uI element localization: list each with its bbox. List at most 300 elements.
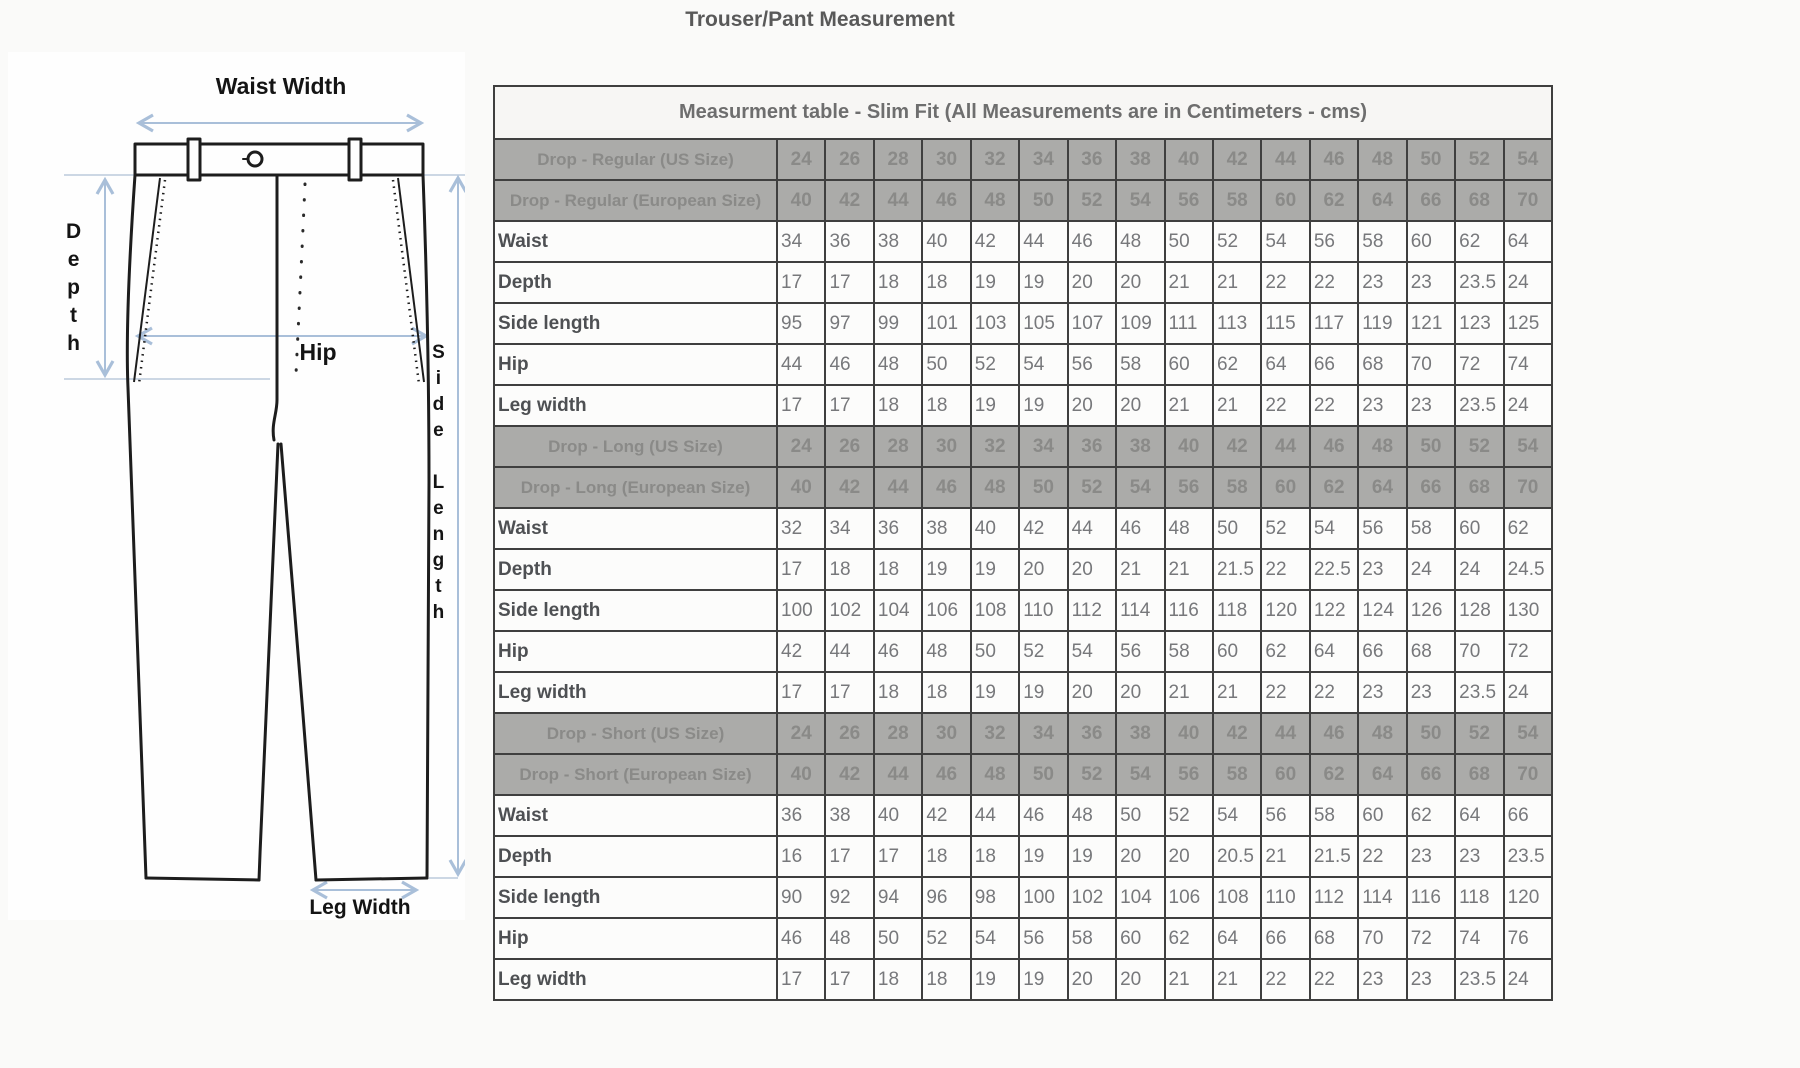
size-cell: 26 <box>825 426 873 467</box>
value-cell: 50 <box>1213 508 1261 549</box>
value-cell: 23 <box>1407 385 1455 426</box>
value-cell: 23.5 <box>1504 836 1552 877</box>
size-cell: 46 <box>922 754 970 795</box>
measure-row <box>494 303 1552 344</box>
size-cell: 70 <box>1504 180 1552 221</box>
size-cell: 48 <box>1358 713 1406 754</box>
value-cell: 99 <box>874 303 922 344</box>
value-cell: 98 <box>971 877 1019 918</box>
value-cell: 18 <box>874 672 922 713</box>
value-cell: 23 <box>1358 262 1406 303</box>
value-cell: 95 <box>777 303 825 344</box>
depth-label: Depth <box>62 220 86 360</box>
value-cell: 62 <box>1261 631 1309 672</box>
size-cell: 48 <box>1358 426 1406 467</box>
size-cell: 68 <box>1455 180 1503 221</box>
value-cell: 42 <box>971 221 1019 262</box>
table-title-row <box>494 86 1552 139</box>
size-cell: 42 <box>1213 713 1261 754</box>
size-cell: 56 <box>1165 754 1213 795</box>
size-cell: 24 <box>777 426 825 467</box>
size-cell: 44 <box>1261 713 1309 754</box>
measure-row <box>494 959 1552 1000</box>
value-cell: 102 <box>1068 877 1116 918</box>
size-header-label: Drop - Regular (US Size) <box>494 139 777 180</box>
value-cell: 18 <box>874 959 922 1000</box>
value-cell: 24 <box>1504 959 1552 1000</box>
size-header-row-eu <box>494 467 1552 508</box>
value-cell: 54 <box>1068 631 1116 672</box>
value-cell: 23 <box>1358 959 1406 1000</box>
value-cell: 17 <box>825 262 873 303</box>
belt-loop <box>349 139 361 180</box>
size-cell: 44 <box>1261 426 1309 467</box>
value-cell: 103 <box>971 303 1019 344</box>
trouser-drawing <box>8 52 465 920</box>
value-cell: 68 <box>1310 918 1358 959</box>
size-cell: 60 <box>1261 180 1309 221</box>
measure-row <box>494 508 1552 549</box>
value-cell: 48 <box>874 344 922 385</box>
value-cell: 60 <box>1407 221 1455 262</box>
value-cell: 21.5 <box>1213 549 1261 590</box>
value-cell: 21 <box>1213 959 1261 1000</box>
value-cell: 64 <box>1455 795 1503 836</box>
value-cell: 22 <box>1310 262 1358 303</box>
value-cell: 104 <box>874 590 922 631</box>
value-cell: 44 <box>777 344 825 385</box>
size-cell: 50 <box>1407 713 1455 754</box>
value-cell: 21 <box>1116 549 1164 590</box>
value-cell: 22 <box>1310 672 1358 713</box>
value-cell: 112 <box>1310 877 1358 918</box>
size-cell: 44 <box>1261 139 1309 180</box>
value-cell: 23.5 <box>1455 959 1503 1000</box>
value-cell: 58 <box>1116 344 1164 385</box>
value-cell: 18 <box>874 385 922 426</box>
value-cell: 20 <box>1116 836 1164 877</box>
value-cell: 20 <box>1116 262 1164 303</box>
measure-label: Waist <box>494 221 777 262</box>
value-cell: 68 <box>1358 344 1406 385</box>
value-cell: 19 <box>1019 959 1067 1000</box>
value-cell: 19 <box>1019 672 1067 713</box>
value-cell: 130 <box>1504 590 1552 631</box>
value-cell: 21 <box>1261 836 1309 877</box>
size-cell: 26 <box>825 713 873 754</box>
measure-label: Waist <box>494 795 777 836</box>
value-cell: 20 <box>1165 836 1213 877</box>
value-cell: 48 <box>1165 508 1213 549</box>
value-cell: 18 <box>971 836 1019 877</box>
value-cell: 50 <box>971 631 1019 672</box>
size-cell: 50 <box>1019 180 1067 221</box>
size-header-label: Drop - Long (European Size) <box>494 467 777 508</box>
value-cell: 20 <box>1116 672 1164 713</box>
value-cell: 66 <box>1261 918 1309 959</box>
size-cell: 36 <box>1068 713 1116 754</box>
value-cell: 19 <box>971 385 1019 426</box>
value-cell: 19 <box>1019 836 1067 877</box>
value-cell: 17 <box>777 262 825 303</box>
value-cell: 21 <box>1213 262 1261 303</box>
value-cell: 72 <box>1455 344 1503 385</box>
value-cell: 46 <box>825 344 873 385</box>
size-cell: 46 <box>1310 139 1358 180</box>
value-cell: 17 <box>825 959 873 1000</box>
size-cell: 70 <box>1504 467 1552 508</box>
measure-label: Leg width <box>494 959 777 1000</box>
belt-loop <box>188 139 200 180</box>
value-cell: 72 <box>1504 631 1552 672</box>
size-cell: 50 <box>1407 139 1455 180</box>
value-cell: 100 <box>777 590 825 631</box>
value-cell: 23 <box>1407 836 1455 877</box>
value-cell: 46 <box>1019 795 1067 836</box>
value-cell: 115 <box>1261 303 1309 344</box>
value-cell: 66 <box>1358 631 1406 672</box>
size-cell: 58 <box>1213 467 1261 508</box>
value-cell: 17 <box>777 959 825 1000</box>
size-cell: 54 <box>1116 754 1164 795</box>
value-cell: 105 <box>1019 303 1067 344</box>
value-cell: 48 <box>1116 221 1164 262</box>
value-cell: 54 <box>1261 221 1309 262</box>
size-cell: 32 <box>971 713 1019 754</box>
value-cell: 36 <box>874 508 922 549</box>
value-cell: 20 <box>1068 385 1116 426</box>
size-cell: 44 <box>874 180 922 221</box>
value-cell: 19 <box>971 959 1019 1000</box>
value-cell: 19 <box>922 549 970 590</box>
value-cell: 23 <box>1407 672 1455 713</box>
table-title: Measurment table - Slim Fit (All Measurements are in Centimeters - cms) <box>494 86 1552 139</box>
size-cell: 66 <box>1407 467 1455 508</box>
value-cell: 66 <box>1310 344 1358 385</box>
trouser-diagram <box>8 52 465 920</box>
measure-row <box>494 672 1552 713</box>
waistband <box>135 144 423 175</box>
value-cell: 58 <box>1068 918 1116 959</box>
value-cell: 17 <box>825 836 873 877</box>
value-cell: 18 <box>874 549 922 590</box>
value-cell: 74 <box>1504 344 1552 385</box>
measure-row <box>494 877 1552 918</box>
trouser-outline <box>127 139 429 880</box>
measure-row <box>494 590 1552 631</box>
value-cell: 46 <box>1116 508 1164 549</box>
value-cell: 120 <box>1261 590 1309 631</box>
value-cell: 94 <box>874 877 922 918</box>
size-cell: 30 <box>922 426 970 467</box>
size-cell: 38 <box>1116 713 1164 754</box>
value-cell: 22 <box>1310 385 1358 426</box>
value-cell: 18 <box>922 385 970 426</box>
size-cell: 54 <box>1504 713 1552 754</box>
size-header-row-us <box>494 426 1552 467</box>
side-length-label: Side Length <box>427 342 449 628</box>
page-title: Trouser/Pant Measurement <box>685 8 955 31</box>
value-cell: 42 <box>777 631 825 672</box>
value-cell: 56 <box>1019 918 1067 959</box>
size-cell: 42 <box>825 180 873 221</box>
size-cell: 64 <box>1358 467 1406 508</box>
measure-label: Hip <box>494 631 777 672</box>
value-cell: 18 <box>922 959 970 1000</box>
size-cell: 44 <box>874 754 922 795</box>
size-cell: 50 <box>1019 467 1067 508</box>
value-cell: 46 <box>1068 221 1116 262</box>
size-cell: 52 <box>1455 713 1503 754</box>
value-cell: 90 <box>777 877 825 918</box>
size-cell: 38 <box>1116 139 1164 180</box>
value-cell: 44 <box>825 631 873 672</box>
size-cell: 66 <box>1407 180 1455 221</box>
measure-row <box>494 549 1552 590</box>
size-cell: 28 <box>874 426 922 467</box>
value-cell: 50 <box>922 344 970 385</box>
value-cell: 56 <box>1358 508 1406 549</box>
size-cell: 62 <box>1310 467 1358 508</box>
value-cell: 17 <box>777 672 825 713</box>
value-cell: 104 <box>1116 877 1164 918</box>
value-cell: 70 <box>1455 631 1503 672</box>
value-cell: 36 <box>825 221 873 262</box>
size-cell: 56 <box>1165 180 1213 221</box>
size-cell: 52 <box>1068 754 1116 795</box>
value-cell: 97 <box>825 303 873 344</box>
value-cell: 19 <box>1019 262 1067 303</box>
size-cell: 48 <box>971 467 1019 508</box>
value-cell: 18 <box>922 672 970 713</box>
size-cell: 64 <box>1358 180 1406 221</box>
measure-row <box>494 262 1552 303</box>
value-cell: 114 <box>1116 590 1164 631</box>
value-cell: 42 <box>1019 508 1067 549</box>
value-cell: 40 <box>922 221 970 262</box>
value-cell: 124 <box>1358 590 1406 631</box>
value-cell: 20.5 <box>1213 836 1261 877</box>
value-cell: 54 <box>1310 508 1358 549</box>
value-cell: 16 <box>777 836 825 877</box>
size-cell: 36 <box>1068 139 1116 180</box>
measure-label: Depth <box>494 549 777 590</box>
value-cell: 23 <box>1358 385 1406 426</box>
measure-label: Hip <box>494 918 777 959</box>
value-cell: 21.5 <box>1310 836 1358 877</box>
value-cell: 106 <box>922 590 970 631</box>
value-cell: 58 <box>1407 508 1455 549</box>
size-header-label: Drop - Short (European Size) <box>494 754 777 795</box>
value-cell: 70 <box>1358 918 1406 959</box>
value-cell: 64 <box>1261 344 1309 385</box>
size-cell: 34 <box>1019 713 1067 754</box>
size-cell: 28 <box>874 139 922 180</box>
right-hem <box>316 878 427 880</box>
value-cell: 76 <box>1504 918 1552 959</box>
value-cell: 32 <box>777 508 825 549</box>
size-cell: 52 <box>1455 426 1503 467</box>
value-cell: 21 <box>1165 385 1213 426</box>
measure-row <box>494 918 1552 959</box>
size-cell: 26 <box>825 139 873 180</box>
size-cell: 66 <box>1407 754 1455 795</box>
measure-row <box>494 795 1552 836</box>
size-cell: 68 <box>1455 467 1503 508</box>
value-cell: 22.5 <box>1310 549 1358 590</box>
value-cell: 52 <box>1019 631 1067 672</box>
value-cell: 58 <box>1358 221 1406 262</box>
value-cell: 17 <box>874 836 922 877</box>
waist-width-label: Waist Width <box>215 73 347 99</box>
value-cell: 34 <box>777 221 825 262</box>
value-cell: 20 <box>1068 672 1116 713</box>
value-cell: 92 <box>825 877 873 918</box>
value-cell: 119 <box>1358 303 1406 344</box>
value-cell: 102 <box>825 590 873 631</box>
value-cell: 60 <box>1213 631 1261 672</box>
value-cell: 48 <box>825 918 873 959</box>
size-cell: 50 <box>1407 426 1455 467</box>
size-cell: 34 <box>1019 139 1067 180</box>
value-cell: 24 <box>1504 672 1552 713</box>
size-cell: 52 <box>1455 139 1503 180</box>
size-cell: 48 <box>971 180 1019 221</box>
hip-label: Hip <box>299 339 337 365</box>
size-cell: 40 <box>777 754 825 795</box>
size-cell: 48 <box>1358 139 1406 180</box>
value-cell: 70 <box>1407 344 1455 385</box>
value-cell: 46 <box>777 918 825 959</box>
value-cell: 23.5 <box>1455 262 1503 303</box>
value-cell: 21 <box>1213 385 1261 426</box>
value-cell: 22 <box>1261 959 1309 1000</box>
value-cell: 19 <box>971 549 1019 590</box>
size-cell: 62 <box>1310 754 1358 795</box>
size-cell: 30 <box>922 713 970 754</box>
value-cell: 106 <box>1165 877 1213 918</box>
size-cell: 42 <box>1213 426 1261 467</box>
waist-button <box>248 152 262 166</box>
value-cell: 20 <box>1068 549 1116 590</box>
size-cell: 42 <box>825 467 873 508</box>
value-cell: 109 <box>1116 303 1164 344</box>
value-cell: 108 <box>971 590 1019 631</box>
size-cell: 64 <box>1358 754 1406 795</box>
left-hem <box>146 878 259 880</box>
value-cell: 54 <box>1019 344 1067 385</box>
value-cell: 23 <box>1358 549 1406 590</box>
measure-label: Side length <box>494 590 777 631</box>
value-cell: 18 <box>825 549 873 590</box>
left-outer-seam <box>127 175 146 878</box>
size-header-label: Drop - Regular (European Size) <box>494 180 777 221</box>
value-cell: 17 <box>825 672 873 713</box>
measure-row <box>494 385 1552 426</box>
value-cell: 126 <box>1407 590 1455 631</box>
measure-label: Waist <box>494 508 777 549</box>
value-cell: 22 <box>1261 385 1309 426</box>
size-cell: 42 <box>825 754 873 795</box>
value-cell: 40 <box>874 795 922 836</box>
value-cell: 118 <box>1213 590 1261 631</box>
value-cell: 24 <box>1504 262 1552 303</box>
size-cell: 42 <box>1213 139 1261 180</box>
value-cell: 56 <box>1261 795 1309 836</box>
value-cell: 40 <box>971 508 1019 549</box>
size-cell: 34 <box>1019 426 1067 467</box>
value-cell: 125 <box>1504 303 1552 344</box>
value-cell: 101 <box>922 303 970 344</box>
value-cell: 44 <box>971 795 1019 836</box>
size-cell: 38 <box>1116 426 1164 467</box>
measure-label: Leg width <box>494 385 777 426</box>
value-cell: 52 <box>922 918 970 959</box>
value-cell: 48 <box>1068 795 1116 836</box>
size-cell: 46 <box>1310 426 1358 467</box>
value-cell: 20 <box>1019 549 1067 590</box>
size-cell: 46 <box>922 467 970 508</box>
value-cell: 17 <box>777 549 825 590</box>
left-inner-seam <box>259 444 278 880</box>
size-cell: 48 <box>971 754 1019 795</box>
value-cell: 23 <box>1407 262 1455 303</box>
value-cell: 117 <box>1310 303 1358 344</box>
size-cell: 54 <box>1116 467 1164 508</box>
value-cell: 22 <box>1358 836 1406 877</box>
value-cell: 62 <box>1213 344 1261 385</box>
value-cell: 21 <box>1165 672 1213 713</box>
value-cell: 50 <box>1165 221 1213 262</box>
value-cell: 19 <box>1068 836 1116 877</box>
size-cell: 30 <box>922 139 970 180</box>
size-cell: 40 <box>777 180 825 221</box>
value-cell: 68 <box>1407 631 1455 672</box>
value-cell: 19 <box>1019 385 1067 426</box>
value-cell: 52 <box>971 344 1019 385</box>
measure-row <box>494 221 1552 262</box>
value-cell: 56 <box>1116 631 1164 672</box>
value-cell: 42 <box>922 795 970 836</box>
measurement-table <box>493 85 1553 1001</box>
value-cell: 22 <box>1261 262 1309 303</box>
value-cell: 52 <box>1261 508 1309 549</box>
value-cell: 18 <box>922 262 970 303</box>
value-cell: 116 <box>1407 877 1455 918</box>
measure-label: Side length <box>494 877 777 918</box>
value-cell: 122 <box>1310 590 1358 631</box>
size-header-label: Drop - Short (US Size) <box>494 713 777 754</box>
value-cell: 128 <box>1455 590 1503 631</box>
size-cell: 28 <box>874 713 922 754</box>
value-cell: 64 <box>1310 631 1358 672</box>
value-cell: 110 <box>1261 877 1309 918</box>
value-cell: 110 <box>1019 590 1067 631</box>
value-cell: 60 <box>1116 918 1164 959</box>
measure-label: Hip <box>494 344 777 385</box>
size-cell: 32 <box>971 426 1019 467</box>
value-cell: 20 <box>1116 959 1164 1000</box>
value-cell: 50 <box>1116 795 1164 836</box>
measure-label: Side length <box>494 303 777 344</box>
value-cell: 21 <box>1165 262 1213 303</box>
value-cell: 23 <box>1358 672 1406 713</box>
value-cell: 24 <box>1455 549 1503 590</box>
size-cell: 54 <box>1116 180 1164 221</box>
right-inner-seam <box>281 444 316 880</box>
value-cell: 108 <box>1213 877 1261 918</box>
value-cell: 23.5 <box>1455 672 1503 713</box>
